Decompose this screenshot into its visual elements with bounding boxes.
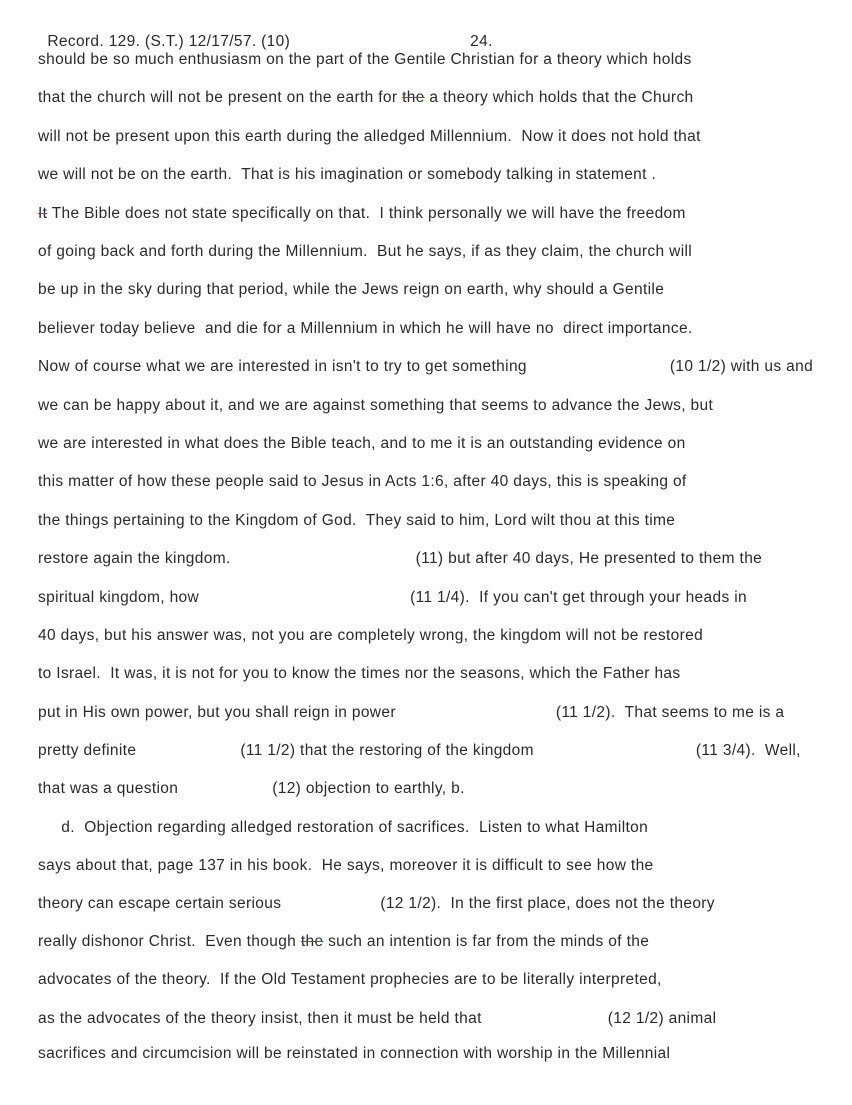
- text-line: [38, 127, 701, 147]
- text-segment: 40 days, but his answer was, not you are completely wrong, the kingdom will not be restored: [38, 627, 704, 644]
- text-run: [240, 741, 534, 761]
- text-segment: sacrifices and circumcision will be reinstated in connection with worship in the Millennial: [38, 1045, 671, 1062]
- text-segment: this matter of how these people said to Jesus in Acts 1:6, after 40 days, this is speaking of: [38, 473, 687, 490]
- text-segment: that was a question: [38, 780, 179, 797]
- text-segment: restore again the kingdom.: [38, 550, 231, 567]
- text-run: [38, 511, 675, 531]
- text-segment: that the church will not be present on the earth for: [38, 89, 403, 106]
- text-run: [696, 741, 801, 761]
- text-segment: will not be present upon this earth during the alledged Millennium. Now it does not hold that: [38, 128, 701, 145]
- text-run: [38, 779, 178, 799]
- text-line: [38, 472, 687, 492]
- text-segment: (11 3/4). Well,: [695, 742, 801, 759]
- text-run: [38, 549, 231, 569]
- text-segment: believer today believe and die for a Millennium in which he will have no direct importance.: [38, 320, 693, 337]
- text-line: [38, 818, 648, 838]
- text-run: [38, 319, 693, 339]
- struck-text: It: [38, 205, 48, 222]
- text-line: [38, 549, 762, 569]
- text-segment: we will not be on the earth. That is his imagination or somebody talking in statement .: [38, 166, 657, 183]
- text-segment: such an intention is far from the minds of the: [323, 933, 650, 950]
- text-run: [38, 894, 281, 914]
- text-line: [38, 50, 692, 70]
- text-line: [38, 894, 715, 914]
- text-run: [38, 970, 662, 990]
- text-run: [272, 779, 465, 799]
- text-run: [38, 127, 701, 147]
- text-line: [38, 396, 713, 416]
- text-segment: really dishonor Christ. Even though: [38, 933, 301, 950]
- text-line: [38, 664, 681, 684]
- struck-text: the: [300, 933, 324, 950]
- text-segment: (11 1/2). That seems to me is a: [555, 704, 785, 721]
- text-run: [38, 472, 687, 492]
- text-segment: to Israel. It was, it is not for you to know the times nor the seasons, which the Father has: [38, 665, 681, 682]
- text-segment: says about that, page 137 in his book. He says, moreover it is difficult to see how the: [38, 857, 654, 874]
- text-line: [38, 779, 465, 799]
- text-segment: (12 1/2) animal: [607, 1010, 717, 1027]
- text-run: [38, 1044, 670, 1064]
- text-segment: spiritual kingdom, how: [38, 589, 200, 606]
- text-run: [38, 357, 527, 377]
- text-run: [38, 204, 686, 224]
- text-segment: be up in the sky during that period, while the Jews reign on earth, why should a Gentile: [38, 281, 665, 298]
- text-segment: a theory which holds that the Church: [424, 89, 694, 106]
- text-line: [38, 626, 703, 646]
- text-line: [38, 703, 784, 723]
- text-run: [38, 165, 656, 185]
- page-number: 24.: [470, 33, 493, 50]
- text-run: [38, 50, 692, 70]
- text-line: [38, 1009, 716, 1029]
- text-segment: (12) objection to earthly, b.: [272, 780, 465, 797]
- text-line: [38, 280, 664, 300]
- text-segment: (12 1/2). In the first place, does not the theory: [380, 895, 715, 912]
- text-segment: we can be happy about it, and we are against something that seems to advance the Jews, but: [38, 397, 714, 414]
- text-run: [38, 703, 396, 723]
- text-run: [670, 357, 813, 377]
- text-run: [38, 818, 648, 838]
- text-run: [38, 242, 692, 262]
- text-line: [38, 165, 656, 185]
- text-segment: pretty definite: [38, 742, 137, 759]
- text-run: [38, 1009, 482, 1029]
- text-segment: theory can escape certain serious: [38, 895, 282, 912]
- text-line: [38, 970, 662, 990]
- text-line: [38, 319, 693, 339]
- text-line: [38, 434, 686, 454]
- text-run: [410, 588, 747, 608]
- text-line: [38, 932, 649, 952]
- text-run: [416, 549, 763, 569]
- text-run: [38, 626, 703, 646]
- text-line: [38, 204, 686, 224]
- text-segment: (10 1/2) with us and: [669, 358, 814, 375]
- page-header: [38, 12, 493, 50]
- text-run: [608, 1009, 717, 1029]
- text-line: [38, 242, 692, 262]
- text-run: [38, 932, 649, 952]
- text-line: [38, 856, 654, 876]
- text-segment: (11 1/2) that the restoring of the kingdom: [240, 742, 534, 759]
- text-run: [38, 280, 664, 300]
- text-line: [38, 357, 813, 377]
- text-run: [38, 588, 199, 608]
- text-run: [38, 856, 654, 876]
- text-line: [38, 88, 694, 108]
- text-segment: Now of course what we are interested in isn't to try to get something: [38, 358, 527, 375]
- text-line: [38, 588, 747, 608]
- text-run: [38, 396, 713, 416]
- text-segment: d. Objection regarding alledged restoration of sacrifices. Listen to what Hamilton: [38, 819, 649, 836]
- record-label: Record. 129. (S.T.) 12/17/57. (10): [47, 33, 291, 50]
- text-segment: the things pertaining to the Kingdom of God. They said to him, Lord wilt thou at this time: [38, 512, 676, 529]
- text-segment: as the advocates of the theory insist, then it must be held that: [38, 1010, 482, 1027]
- text-run: [38, 434, 686, 454]
- text-segment: of going back and forth during the Millennium. But he says, if as they claim, the church will: [38, 243, 693, 260]
- text-segment: The Bible does not state specifically on that. I think personally we will have the freedom: [47, 205, 686, 222]
- struck-text: the: [402, 89, 425, 106]
- text-segment: put in His own power, but you shall reign in power: [38, 704, 396, 721]
- text-run: [556, 703, 785, 723]
- text-run: [380, 894, 715, 914]
- text-segment: should be so much enthusiasm on the part of the Gentile Christian for a theory which holds: [38, 51, 692, 68]
- text-line: [38, 511, 675, 531]
- text-run: [38, 741, 136, 761]
- text-run: [38, 664, 681, 684]
- text-segment: (11) but after 40 days, He presented to them the: [415, 550, 763, 567]
- text-segment: advocates of the theory. If the Old Testament prophecies are to be literally interpreted,: [38, 971, 662, 988]
- text-line: [38, 741, 801, 761]
- text-segment: we are interested in what does the Bible teach, and to me it is an outstanding evidence on: [38, 435, 686, 452]
- text-run: [38, 88, 694, 108]
- text-line: [38, 1044, 670, 1064]
- text-segment: (11 1/4). If you can't get through your heads in: [410, 589, 747, 606]
